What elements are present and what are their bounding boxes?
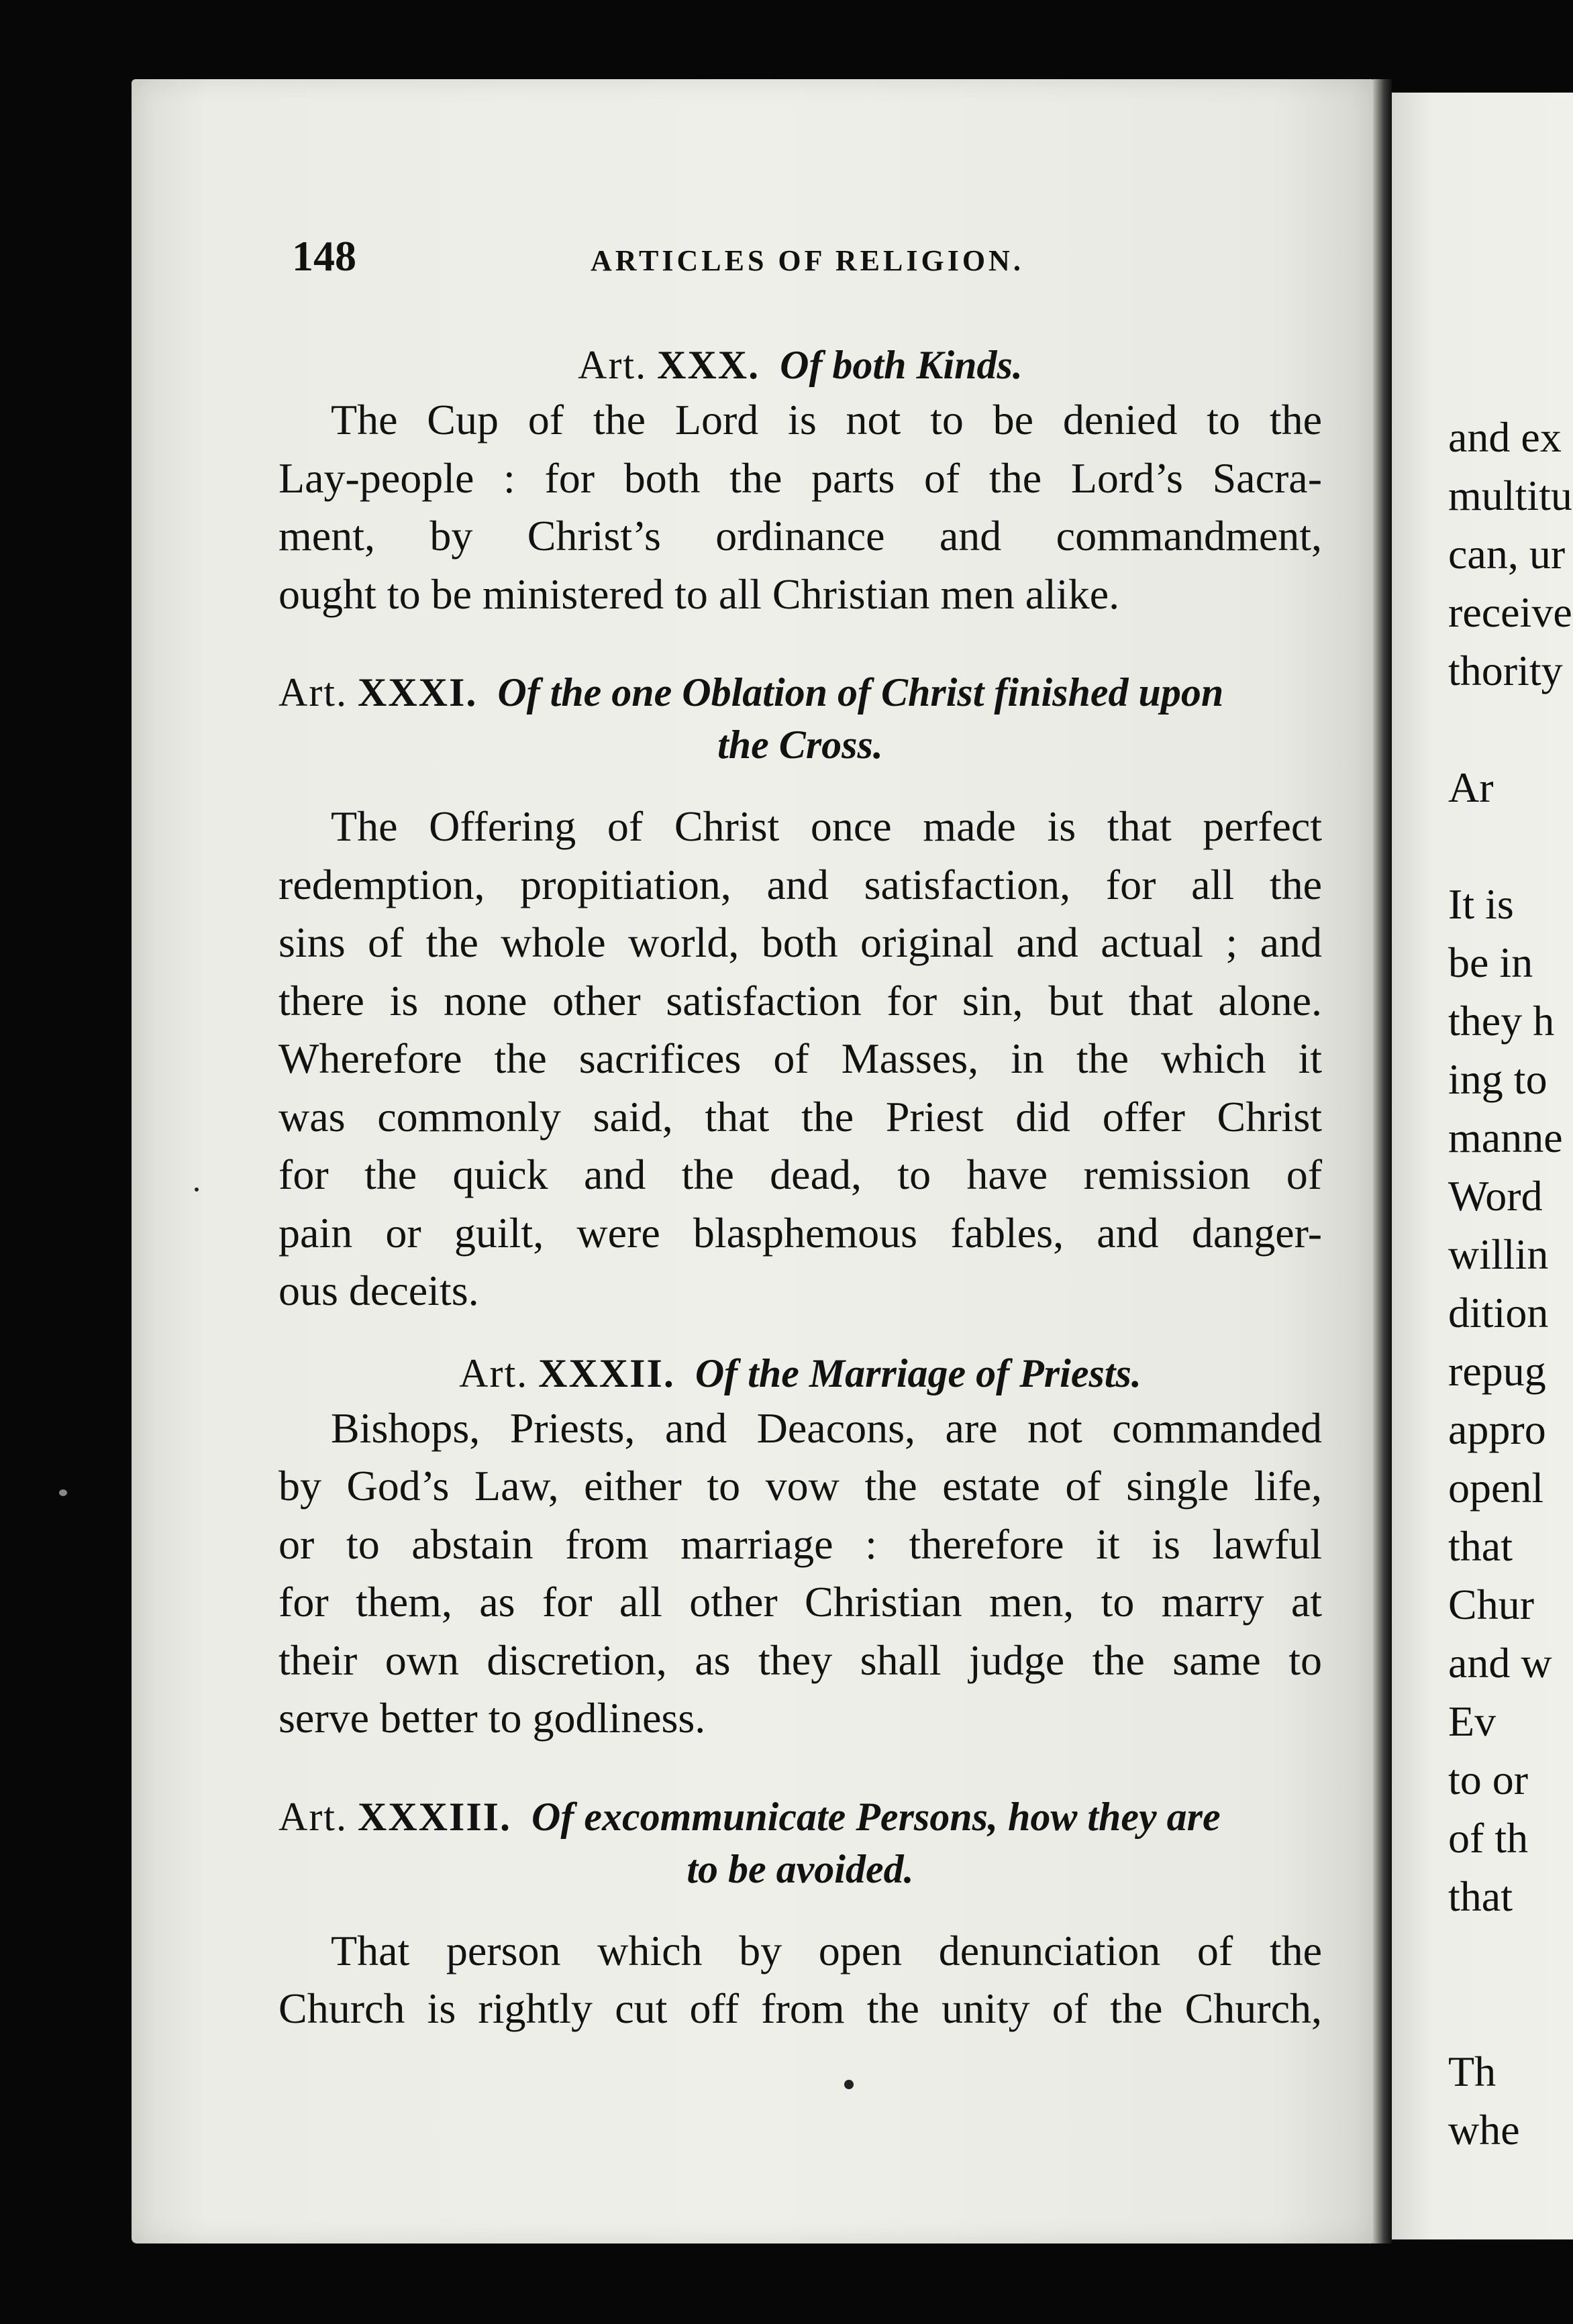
article-32 [278, 1347, 1322, 1748]
facing-page-line: appro [1448, 1406, 1546, 1453]
facing-page-text [1448, 408, 1572, 2159]
facing-page-line: Chur [1448, 1581, 1534, 1628]
ink-speck [59, 1489, 67, 1496]
facing-page-line: openl [1448, 1464, 1544, 1512]
article-text: The Offering of Christ once made is that perfect redemption, propitiation, and satisfaction, for all the sins of the whole world, both original and actual ; and there is none other satisfaction for sin, but that alone. Wherefore the sacrifices of Masses, in the which it was commonly said, that the Priest did offer Christ for the quick and the dead, to have remission of pain or guilt, were blasphemous fables, and danger- ous deceits. [278, 802, 1322, 1314]
article-text: That person which by open denunciation of the Church is rightly cut off from the unity of the Church, [278, 1926, 1322, 2032]
facing-page-line: willin [1448, 1230, 1549, 1278]
facing-page-line: and w [1448, 1639, 1552, 1687]
facing-page-line: that [1448, 1522, 1513, 1570]
facing-page-line: manne [1448, 1114, 1563, 1161]
article-heading: Art. XXXIII. Of excommunicate Persons, how they are to be avoided. [278, 1794, 1221, 1891]
article-text: The Cup of the Lord is not to be denied to the Lay-people : for both the parts of the Lord’s Sacra- ment, by Christ’s ordinance and commandment, ought to be ministered to all Christian men alike. [278, 396, 1322, 618]
facing-page-line: Th [1448, 2048, 1496, 2095]
facing-page-line: of th [1448, 1814, 1529, 1862]
article-30 [278, 339, 1322, 623]
facing-page-line: Word [1448, 1172, 1543, 1220]
facing-page-line [1448, 700, 1572, 758]
ink-speck [195, 1187, 199, 1192]
article-33 [278, 1791, 1322, 2038]
facing-page-line [1448, 1984, 1572, 2042]
facing-page-line: thority [1448, 647, 1563, 694]
article-text: Bishops, Priests, and Deacons, are not commanded by God’s Law, either to vow the estate of single life, or to abstain from marriage : therefore it is lawful for them, as for all other Christian men, to marry at their own discretion, as they shall judge the same to serve better to godliness. [278, 1404, 1322, 1742]
facing-page-line [1448, 816, 1572, 875]
facing-page-line: dition [1448, 1289, 1549, 1336]
article-heading: Art. XXX. Of both Kinds. [578, 343, 1023, 387]
facing-page-line: they h [1448, 997, 1555, 1045]
facing-page-line: be in [1448, 939, 1533, 986]
facing-page-line: Ar [1448, 763, 1494, 811]
right-page [1392, 93, 1573, 2239]
page-number: 148 [292, 232, 356, 280]
facing-page-line: that [1448, 1872, 1513, 1920]
facing-page-line: to or [1448, 1756, 1529, 1803]
article-heading: Art. XXXI. Of the one Oblation of Christ finished upon the Cross. [278, 670, 1224, 767]
facing-page-line: multitu [1448, 472, 1572, 519]
running-title: ARTICLES OF RELIGION. [591, 244, 1024, 277]
running-head [292, 231, 1325, 292]
article-heading: Art. XXXII. Of the Marriage of Priests. [459, 1351, 1141, 1395]
facing-page-line: can, ur [1448, 530, 1566, 578]
facing-page-line: It is [1448, 880, 1514, 928]
facing-page-line: receive [1448, 588, 1572, 636]
facing-page-line: Ev [1448, 1697, 1496, 1745]
book-gutter [1373, 79, 1392, 2243]
facing-page-line: repug [1448, 1347, 1546, 1395]
facing-page-line [1448, 1925, 1572, 1984]
facing-page-line: ing to [1448, 1055, 1547, 1103]
facing-page-line: and ex [1448, 413, 1562, 461]
ink-speck [844, 2080, 854, 2089]
page-body [278, 339, 1322, 2038]
facing-page-line: whe [1448, 2106, 1520, 2154]
article-31 [278, 666, 1322, 1320]
